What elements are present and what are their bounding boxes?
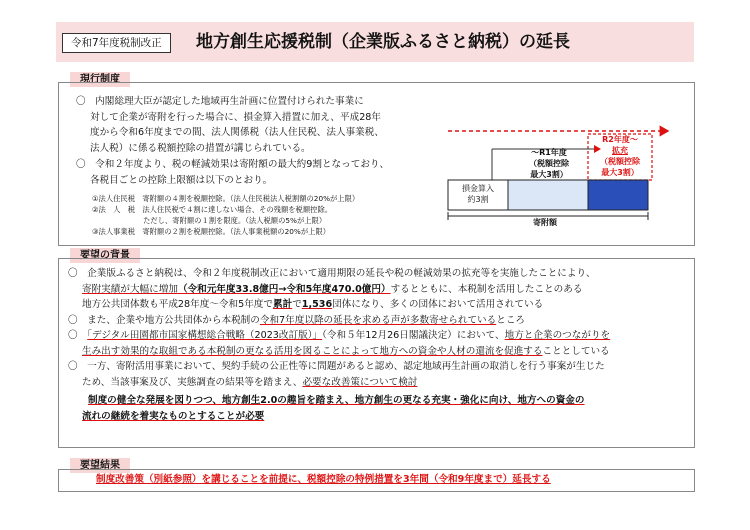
note-line: ③法人事業税 寄附額の２割を税額控除。（法人事業税額の20%が上限）	[92, 227, 331, 236]
r1-label-line: 最大3割）	[530, 170, 568, 179]
bg-text: で	[292, 299, 302, 310]
current-p1-line: 〇 内閣総理大臣が認定した地域再生計画に位置付けられた事業に	[76, 96, 364, 107]
conclusion-line: 流れの継続を着実なものとすることが必要	[82, 410, 265, 422]
r1-segment	[508, 180, 588, 210]
note-line: ②法 人 税 法人住民税で４割に達しない場合、その残額を税額控除。	[92, 205, 333, 214]
bg-underlined: 生み出す効果的な取組である本税制の更なる活用を図ることによって地方への資金や人材の還流を促進する	[82, 345, 543, 357]
current-p1-line: 対して企業が寄附を行った場合に、損金算入措置に加え、平成28年	[90, 111, 382, 123]
r2-label-line: R2年度～	[602, 135, 638, 144]
bg-text: （令和５年12月26日閣議決定）において、	[322, 330, 505, 341]
current-p2-line: 〇 令和２年度より、税の軽減効果は寄附額の最大約9割となっており、	[76, 159, 390, 170]
r1-label	[509, 147, 589, 180]
bg-underlined: 必要な改善策について検討	[302, 376, 418, 388]
section-label-result: 要望結果	[70, 458, 130, 473]
bg-line	[68, 328, 688, 344]
fiscal-year-tag: 令和7年度税制改正	[62, 33, 171, 53]
r2-segment	[588, 180, 648, 210]
bg-underlined: 累計	[273, 299, 293, 310]
r1-label-line: （税額控除	[529, 159, 569, 168]
r2-label-line: 最大3割）	[601, 168, 639, 177]
result-text: 制度改善策（別紙参照）を講じることを前提に、税額控除の特例措置を3年間（令和9年度まで）延長する	[96, 474, 551, 485]
bg-underlined: 「デジタル田園都市国家構想総合戦略（2023改訂版）」	[87, 330, 323, 341]
bg-text: 団体になり、多くの団体において活用されている	[332, 299, 544, 310]
bg-line: 〇 企業版ふるさと納税は、令和２年度税制改正において適用期限の延長や税の軽減効果の拡充等を実施したことにより、	[68, 268, 596, 279]
r1-label-line: ～R1年度	[531, 148, 567, 157]
deduction-label-line: 損金算入	[462, 184, 494, 193]
note-line: ①法人住民税 寄附額の４割を税額控除。（法人住民税法人税割額の20%が上限）	[92, 194, 360, 203]
bg-text: するとともに、本税制を活用したことのある	[390, 283, 583, 295]
bg-text: 地方公共団体数も平成28年度～令和5年度で	[82, 299, 273, 310]
donation-label: 寄附額	[520, 217, 570, 228]
note-line: ただし、寄附額の１割を限度。（法人税額の5%が上限）	[92, 216, 327, 225]
current-paragraph-2	[76, 157, 389, 188]
bg-text: ところ	[496, 314, 526, 326]
bg-bold: 1,536	[301, 299, 333, 310]
current-paragraph-1	[76, 94, 384, 156]
bg-underlined: 令和7年度以降の延長を求める声が多数寄せられている	[259, 314, 497, 326]
r2-label-line: 拡充	[612, 146, 628, 155]
bg-bold: （令和元年度33.8億円→令和5年度470.0億円）	[177, 283, 391, 295]
bg-underlined: 寄附実績が大幅に増加	[82, 283, 178, 295]
bg-line	[68, 297, 688, 313]
deduction-label	[448, 183, 508, 205]
bg-text: こととしている	[542, 345, 610, 357]
r2-label-line: （税額控除	[600, 157, 640, 166]
conclusion-line: 制度の健全な発展を図りつつ、地方創生2.0の趣旨を踏まえ、地方創生の更なる充実・強化に向け、地方への資金の	[88, 395, 585, 406]
current-p1-line: 法人税）に係る税額控除の措置が講じられている。	[90, 142, 311, 154]
section-label-background: 要望の背景	[70, 248, 140, 263]
section-label-current: 現行制度	[70, 72, 130, 87]
bg-text: 〇 また、企業や地方公共団体から本税制の	[68, 314, 260, 326]
bg-text: ため、当該事案及び、実態調査の結果等を踏まえ、	[82, 376, 303, 388]
bg-line	[68, 313, 688, 329]
deduction-label-line: 約3割	[467, 195, 489, 204]
bg-line	[68, 375, 688, 391]
current-p1-line: 度から令和6年度までの間、法人関係税（法人住民税、法人事業税、	[90, 127, 384, 138]
page-title: 地方創生応援税制（企業版ふるさと納税）の延長	[196, 32, 570, 52]
bg-underlined: 地方と企業のつながりを	[504, 330, 611, 341]
current-p2-line: 各税目ごとの控除上限額は以下のとおり。	[90, 174, 273, 186]
bg-line	[68, 344, 688, 360]
background-text	[68, 266, 688, 424]
bg-line	[68, 282, 688, 298]
r2-label	[588, 134, 652, 178]
bg-text: 〇	[68, 330, 88, 341]
deduction-notes	[92, 193, 359, 237]
bg-line: 〇 一方、寄附活用事業において、契約手続の公正性等に問題があると認め、認定地域再生計画の取消しを行う事案が生じた	[68, 361, 605, 372]
